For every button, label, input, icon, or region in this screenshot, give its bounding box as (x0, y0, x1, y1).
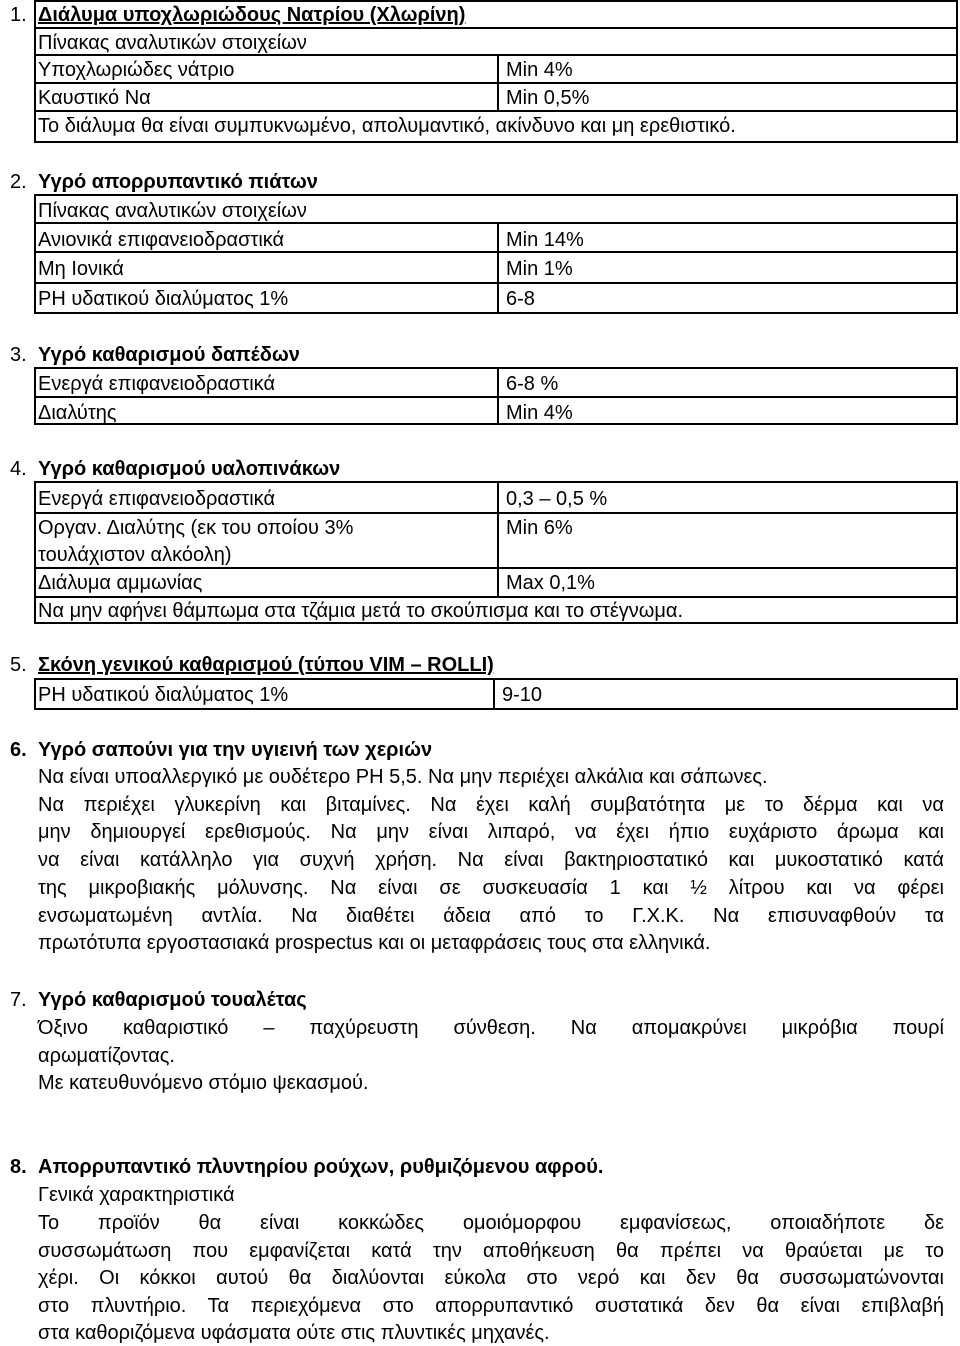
paragraph-line: Να είναι υποαλλεργικό με ουδέτερο PH 5,5. Να μην περιέχει αλκάλια και σάπωνες. (38, 766, 768, 788)
paragraph-line: πρωτότυπα εργοστασιακά prospectus και οι μεταφράσεις τους στα ελληνικά. (38, 932, 711, 954)
paragraph-line: χέρι. Οι κόκκοι αυτού θα διαλύονται εύκολα στο νερό και δεν θα συσσωματώνονται (38, 1267, 944, 1289)
row-value: 6-8 (506, 288, 535, 310)
row-label: PH υδατικού διαλύματος 1% (38, 288, 289, 310)
row-value: Min 0,5% (506, 87, 590, 109)
table-title: Πίνακας αναλυτικών στοιχείων (38, 200, 307, 222)
divider (34, 110, 958, 112)
divider (34, 282, 958, 284)
divider (497, 54, 499, 110)
row-label-continued: τουλάχιστον αλκόολη) (38, 544, 232, 566)
paragraph-line: της μικροβιακής μόλυνσης. Να είναι σε συσκευασία 1 και ½ λίτρου και να φέρει (38, 877, 944, 899)
paragraph-line: Να περιέχει γλυκερίνη και βιταμίνες. Να έχει καλή συμβατότητα με το δέρμα και να (38, 794, 944, 816)
row-value: Min 1% (506, 258, 573, 280)
row-value: Min 4% (506, 402, 573, 424)
section-number: 1. (10, 4, 27, 26)
row-label: Ανιονικά επιφανειοδραστικά (38, 229, 285, 251)
paragraph-line: να είναι κατάλληλο για συχνή χρήση. Να είναι βακτηριοστατικό και μυκοστατικό κατά (38, 849, 944, 871)
paragraph-line: Όξινο καθαριστικό – παχύρευστη σύνθεση. Να απομακρύνει μικρόβια πουρί (38, 1017, 944, 1039)
row-label: Διαλύτης (38, 402, 117, 424)
row-value: Min 14% (506, 229, 584, 251)
row-label: PH υδατικού διαλύματος 1% (38, 684, 289, 706)
paragraph-line: Με κατευθυνόμενο στόμιο ψεκασμού. (38, 1072, 369, 1094)
section-title: Υγρό καθαρισμού δαπέδων (38, 344, 300, 366)
paragraph-line: αρωματίζοντας. (38, 1045, 175, 1067)
section-title: Διάλυμα υποχλωριώδους Νατρίου (Χλωρίνη) (38, 4, 466, 26)
row-label: Ενεργά επιφανειοδραστικά (38, 488, 276, 510)
divider (497, 367, 499, 425)
divider (34, 27, 958, 29)
row-label: Οργαν. Διαλύτης (εκ του οποίου 3% (38, 517, 354, 539)
paragraph-line: μην δημιουργεί ερεθισμούς. Να μην είναι λιπαρό, να έχει ήπιο ευχάριστο άρωμα και (38, 821, 944, 843)
paragraph-line: στο πλυντήριο. Τα περιεχόμενα στο απορρυπαντικό συστατικά δεν θα είναι επιβλαβή (38, 1295, 944, 1317)
table-title: Πίνακας αναλυτικών στοιχείων (38, 32, 307, 54)
row-label: Υποχλωριώδες νάτριο (38, 59, 235, 81)
section-subtitle: Γενικά χαρακτηριστικά (38, 1184, 235, 1206)
divider (34, 512, 958, 514)
divider (497, 222, 499, 314)
divider (34, 82, 958, 84)
section-title: Υγρό απορρυπαντικό πιάτων (38, 171, 318, 193)
section-number: 6. (10, 739, 27, 761)
divider (34, 596, 958, 598)
section-number: 5. (10, 654, 27, 676)
divider (497, 481, 499, 596)
row-value: 9-10 (502, 684, 543, 706)
section-number: 7. (10, 989, 27, 1011)
section-title: Υγρό καθαρισμού υαλοπινάκων (38, 458, 341, 480)
section-number: 2. (10, 171, 27, 193)
paragraph-line: ενσωματωμένη αντλία. Να διαθέτει άδεια από το Γ.Χ.Κ. Να επισυναφθούν τα (38, 905, 944, 927)
row-value: Min 6% (506, 517, 573, 539)
row-label: Μη Ιονικά (38, 258, 124, 280)
divider (34, 54, 958, 56)
divider (34, 396, 958, 398)
note-text: Το διάλυμα θα είναι συμπυκνωμένο, απολυμαντικό, ακίνδυνο και μη ερεθιστικό. (38, 115, 736, 137)
row-value: Max 0,1% (506, 572, 595, 594)
section-number: 8. (10, 1156, 27, 1178)
section-title: Υγρό καθαρισμού τουαλέτας (38, 989, 307, 1011)
section-title: Απορρυπαντικό πλυντηρίου ρούχων, ρυθμιζόμενου αφρού. (38, 1156, 604, 1178)
divider (34, 222, 958, 224)
row-value: 6-8 % (506, 373, 559, 395)
row-label: Διάλυμα αμμωνίας (38, 572, 203, 594)
divider (34, 251, 958, 253)
section-title: Σκόνη γενικού καθαρισμού (τύπου VIM – ROLLI) (38, 654, 494, 676)
section-number: 4. (10, 458, 27, 480)
paragraph-line: Το προϊόν θα είναι κοκκώδες ομοιόμορφου εμφανίσεως, οποιαδήποτε δε (38, 1212, 944, 1234)
paragraph-line: στα καθοριζόμενα υφάσματα ούτε στις πλυντικές μηχανές. (38, 1322, 550, 1344)
section-title: Υγρό σαπούνι για την υγιεινή των χεριών (38, 739, 433, 761)
row-label: Καυστικό Να (38, 87, 151, 109)
row-label: Ενεργά επιφανειοδραστικά (38, 373, 276, 395)
paragraph-line: συσσωμάτωση που εμφανίζεται κατά την αποθήκευση θα πρέπει να θραύεται με το (38, 1240, 944, 1262)
section-number: 3. (10, 344, 27, 366)
row-value: 0,3 – 0,5 % (506, 488, 608, 510)
divider (34, 567, 958, 569)
divider (493, 678, 495, 710)
row-value: Min 4% (506, 59, 573, 81)
note-text: Να μην αφήνει θάμπωμα στα τζάμια μετά το σκούπισμα και το στέγνωμα. (38, 600, 684, 622)
